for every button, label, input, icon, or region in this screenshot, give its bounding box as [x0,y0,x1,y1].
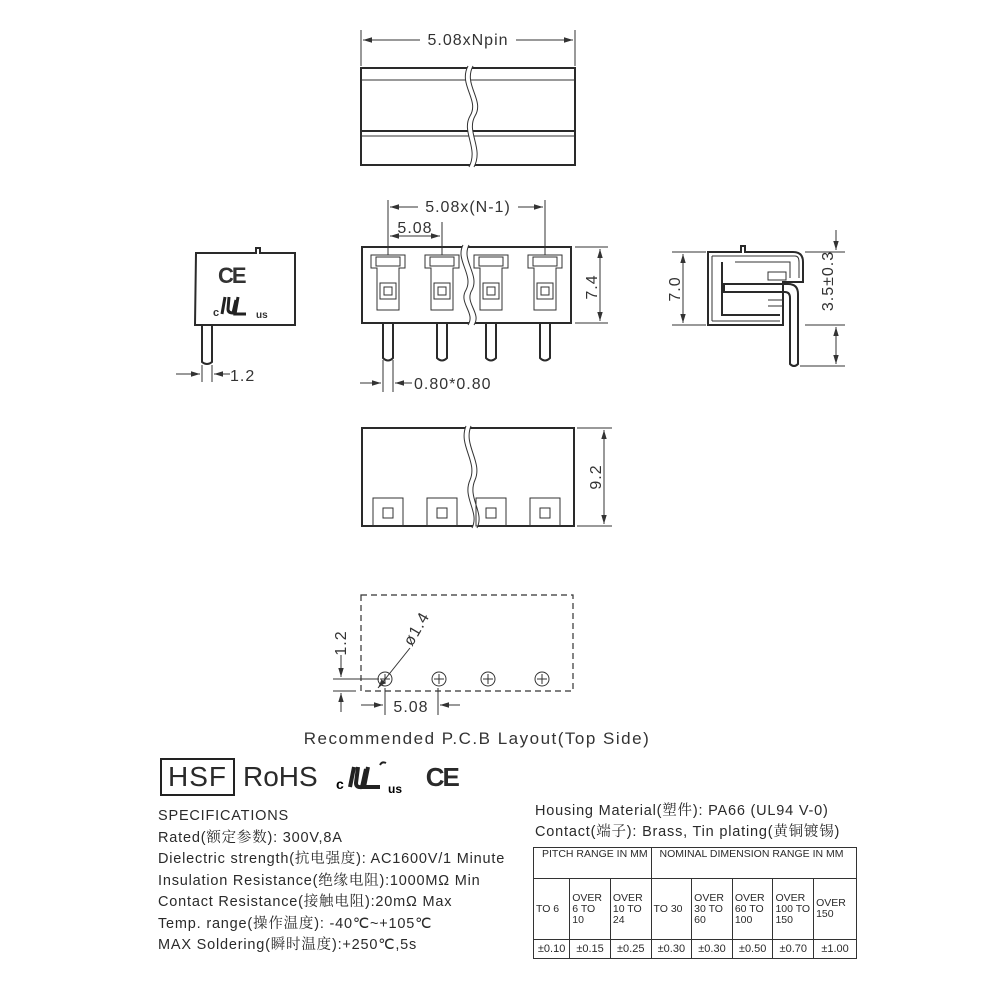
top-view [361,30,575,167]
pitch-tolerance-cell: ±0.15 [570,940,611,959]
pcb-edge-dimension: 1.2 [333,630,350,656]
specifications-title: SPECIFICATIONS [158,808,289,824]
pitch-range-header: PITCH RANGE IN MM [534,848,652,879]
spec-temp-range: Temp. range(操作温度): -40℃~+105℃ [158,915,433,932]
wire-entry-window [530,498,560,526]
ul-logo-c: c [335,776,344,792]
terminal-pin [383,323,393,361]
contact-material: Contact(端子): Brass, Tin plating(黄铜镀锡) [535,824,841,840]
front-height-dimension: 7.4 [584,274,601,300]
pitch-total-dimension: 5.08x(N-1) [425,199,511,216]
nominal-range-header: NOMINAL DIMENSION RANGE IN MM [651,848,856,879]
pcb-pitch-dimension: 5.08 [393,699,429,716]
terminal-slot [425,255,459,361]
pitch-range-cell: OVER 10 TO 24 [610,879,651,940]
hsf-logo: HSF [160,758,235,796]
pitch-dimension: 5.08 [397,220,433,237]
nominal-range-cell: OVER 60 TO 100 [732,879,773,940]
materials-block [535,801,840,843]
terminal-pin [486,323,496,361]
terminal-slot [528,255,562,361]
terminal-pin [437,323,447,361]
pitch-range-cell: TO 6 [534,879,570,940]
specifications-block [158,806,505,957]
nominal-tolerance-cell: ±1.00 [814,940,857,959]
spec-insulation: Insulation Resistance(绝缘电阻):1000MΩ Min [158,872,481,889]
pitch-tolerance-cell: ±0.25 [610,940,651,959]
spec-dielectric: Dielectric strength(抗电强度): AC1600V/1 Minute [158,851,506,867]
back-view [362,426,612,528]
ce-logo: CE [425,761,458,792]
nominal-tolerance-cell: ±0.30 [692,940,733,959]
pcb-layout-view [304,595,650,748]
pitch-range-cell: OVER 6 TO 10 [570,879,611,940]
pcb-hole-dimension: ø1.4 [400,609,434,649]
nominal-tolerance-cell: ±0.50 [732,940,773,959]
spec-rated: Rated(额定参数): 300V,8A [158,829,343,846]
nominal-range-cell: OVER 100 TO 150 [773,879,814,940]
wire-entry-window [427,498,457,526]
pcb-hole [535,672,549,686]
wire-entry-window [373,498,403,526]
right-section-view [667,230,845,366]
pcb-hole [481,672,495,686]
tolerance-table [533,847,857,959]
side-offset-dimension: 3.5±0.3 [820,250,837,312]
terminal-slot [371,255,405,361]
side-height-dimension: 7.0 [667,276,684,302]
left-side-view [176,248,295,385]
back-height-dimension: 9.2 [588,464,605,490]
pitch-tolerance-cell: ±0.10 [534,940,570,959]
nominal-range-cell: OVER 30 TO 60 [692,879,733,940]
top-width-dimension: 5.08xNpin [427,32,509,49]
spec-contact-resistance: Contact Resistance(接触电阻):20mΩ Max [158,894,453,910]
front-view [360,196,608,393]
nominal-tolerance-cell: ±0.30 [651,940,692,959]
terminal-pin [540,323,550,361]
spec-max-soldering: MAX Soldering(瞬时温度):+250℃,5s [158,937,418,953]
nominal-range-cell: TO 30 [651,879,692,940]
certification-logos [160,757,458,797]
pin-section-dimension: 0.80*0.80 [414,376,492,393]
ul-us-mark: us [256,310,268,321]
ul-c-mark: c [213,307,220,319]
ce-mark: CE [218,263,245,288]
rohs-logo: RoHS [243,761,318,792]
housing-material: Housing Material(塑件): PA66 (UL94 V-0) [535,803,829,819]
side-pin-dimension: 1.2 [230,368,256,385]
ul-recognized-icon [222,297,246,314]
nominal-tolerance-cell: ±0.70 [773,940,814,959]
ul-logo-us: us [387,782,402,796]
pcb-hole [432,672,446,686]
nominal-range-cell: OVER 150 [814,879,857,940]
pcb-layout-title: Recommended P.C.B Layout(Top Side) [303,729,651,748]
terminal-slot [474,255,508,361]
ul-logo-icon [334,757,414,797]
wire-entry-window [476,498,506,526]
